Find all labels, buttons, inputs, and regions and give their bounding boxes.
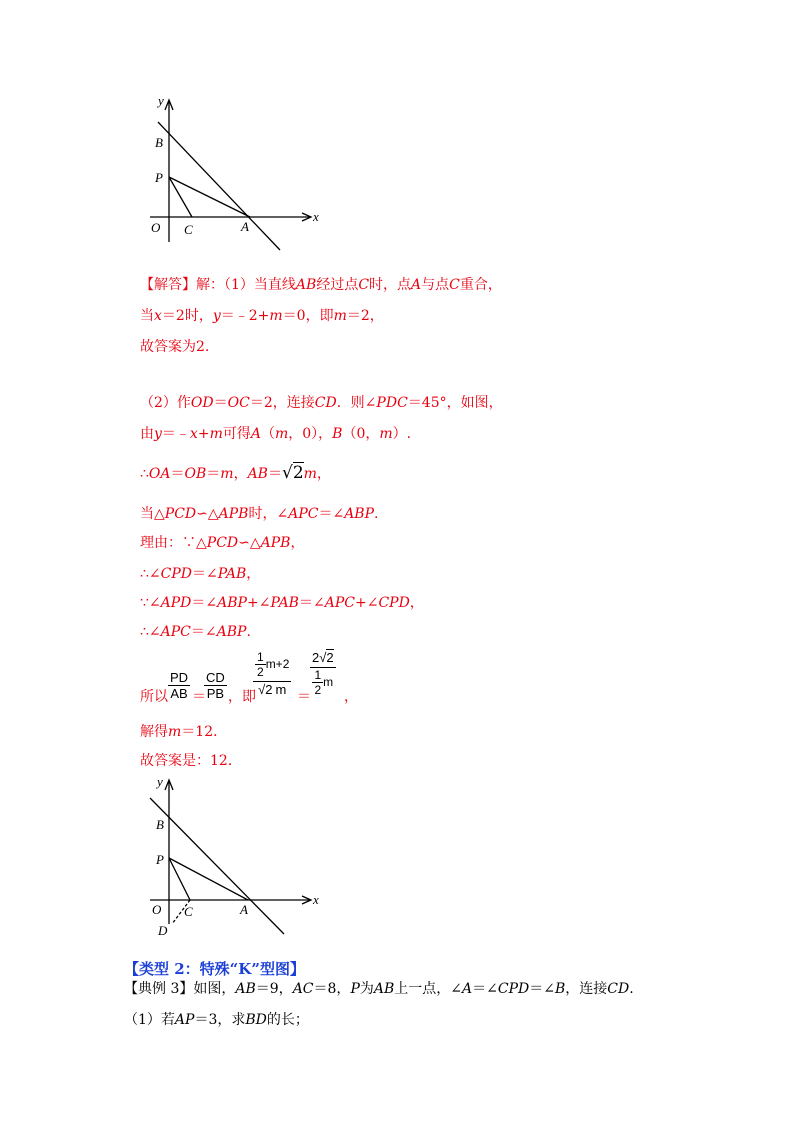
label-c: C [184, 222, 193, 237]
part2-line-6: ∴∠CPD＝∠PAB， [140, 566, 261, 582]
label-c: C [184, 904, 193, 919]
line-ab [158, 122, 280, 250]
example-line: 【典例 3】如图，AB＝9，AC＝8，P为AB上一点，∠A＝∠CPD＝∠B，连接CD. [124, 981, 634, 997]
frac-big-right: 2√2 $\frac{1}{2}$ m [312, 650, 334, 697]
frac-eq-2: ＝ [297, 689, 311, 705]
part2-line-1: （2）作OD＝OC＝2，连接CD．则∠PDC＝45°，如图， [140, 395, 503, 411]
frac-cd-pb: $\frac{CD}{PB}$ [206, 670, 225, 701]
solution-line-3: 故答案为2. [140, 339, 210, 355]
frac-eq-1: ＝ [192, 689, 206, 705]
label-a: A [241, 219, 249, 234]
frac-pd-ab: $\frac{PD}{AB}$ [170, 670, 189, 701]
solution-line-2: 当x＝2时，y＝﹣2+m＝0，即m＝2， [140, 308, 384, 324]
label-x: x [313, 892, 319, 907]
solve-line: 解得m＝12． [140, 724, 228, 740]
part2-line-7: ∵∠APD＝∠ABP+∠PAB＝∠APC+∠CPD， [140, 595, 424, 611]
label-p: P [156, 852, 164, 867]
label-x: x [313, 209, 319, 224]
frac-mid: ，即 [228, 689, 256, 705]
label-o: O [151, 220, 161, 235]
part2-line-3: ∴OA＝OB＝m，AB＝√2m， [140, 463, 331, 483]
question-1: （1）若AP＝3，求BD的长； [124, 1012, 309, 1028]
section-title: 【类型 2：特殊“K”型图】 [124, 960, 305, 978]
label-b: B [156, 817, 164, 832]
frac-prefix: 所以 [140, 689, 168, 705]
frac-big-left: $\frac{1}{2}$ m+2 √2 m [253, 650, 291, 697]
label-d: D [158, 923, 168, 938]
figure-2 [140, 772, 330, 942]
label-b: B [155, 135, 163, 150]
label-y: y [157, 774, 163, 789]
label-o: O [152, 902, 162, 917]
figure-1 [140, 90, 330, 255]
part2-line-2: 由y＝﹣x+m可得A（m，0），B（0，m）. [140, 426, 412, 442]
label-p: P [155, 170, 163, 185]
part2-line-4: 当△PCD∽△APB时，∠APC＝∠ABP. [140, 506, 379, 522]
label-y: y [158, 93, 164, 108]
line-ab [150, 798, 284, 934]
frac-end: ， [344, 689, 358, 705]
segment-pa [169, 858, 248, 900]
label-a: A [240, 902, 248, 917]
answer-line: 故答案是：12． [140, 753, 242, 769]
part2-line-5: 理由：∵△PCD∽△APB， [140, 535, 305, 551]
solution-line-1: 【解答】解：（1）当直线AB经过点C时，点A与点C重合， [140, 277, 502, 293]
sqrt-2: √2 [281, 463, 304, 483]
part2-line-8: ∴∠APC＝∠ABP. [140, 624, 251, 640]
